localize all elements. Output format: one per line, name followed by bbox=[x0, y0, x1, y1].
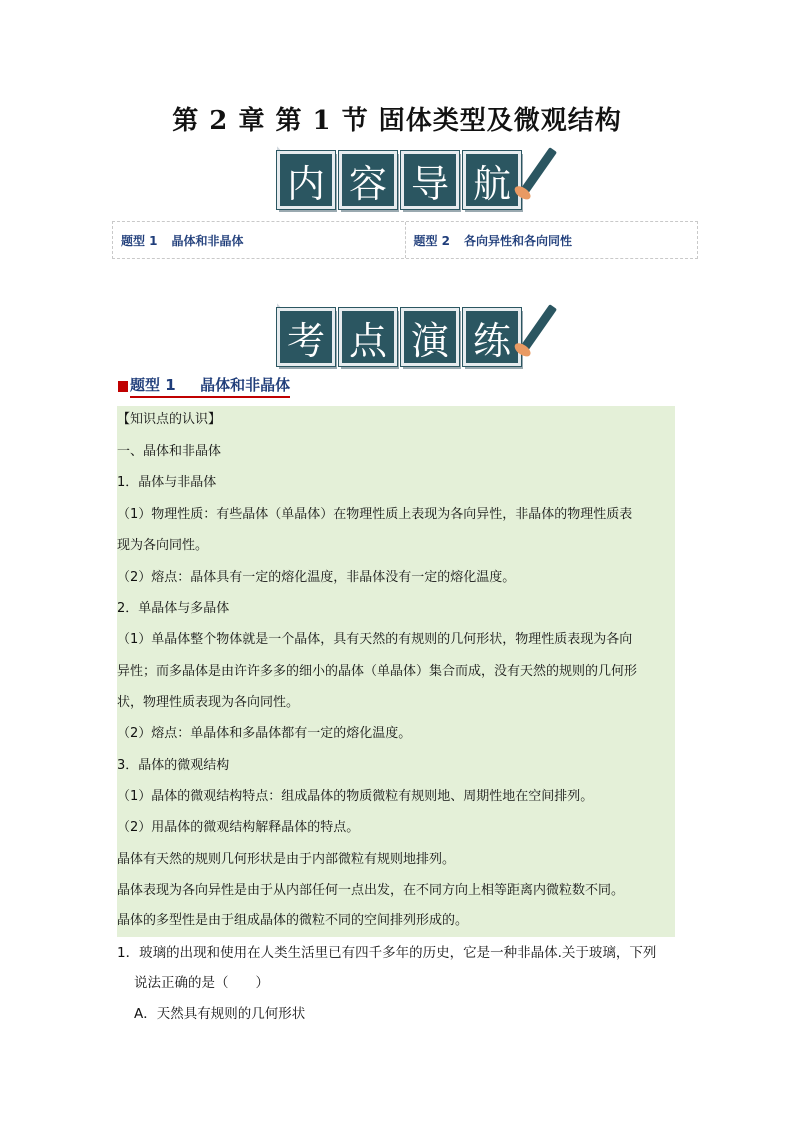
section-label: 晶体和非晶体 bbox=[200, 376, 291, 394]
knowledge-box bbox=[117, 406, 675, 937]
banner-tile: 容 bbox=[339, 151, 397, 209]
knowledge-line: 2．单晶体与多晶体 bbox=[117, 601, 230, 616]
banner-tile: 演 bbox=[401, 308, 459, 366]
section-heading bbox=[118, 374, 290, 398]
nav-item-label: 晶体和非晶体 bbox=[171, 233, 244, 248]
question-stem: 1．玻璃的出现和使用在人类生活里已有四千多年的历史，它是一种非晶体.关于玻璃，下列 bbox=[117, 945, 657, 961]
nav-item-1[interactable] bbox=[113, 222, 405, 258]
knowledge-line: （1）物理性质：有些晶体（单晶体）在物理性质上表现为各向异性，非晶体的物理性质表 bbox=[117, 507, 633, 522]
knowledge-line: （1）单晶体整个物体就是一个晶体，具有天然的有规则的几何形状，物理性质表现为各向 bbox=[117, 632, 633, 647]
knowledge-line: （2）用晶体的微观结构解释晶体的特点。 bbox=[117, 820, 360, 835]
knowledge-line: 异性；而多晶体是由许许多多的细小的晶体（单晶体）集合而成，没有天然的规则的几何形 bbox=[117, 664, 638, 679]
pencil-icon bbox=[520, 304, 557, 352]
knowledge-line: 晶体有天然的规则几何形状是由于内部微粒有规则地排列。 bbox=[117, 852, 456, 867]
section-number: 题型 1 bbox=[130, 376, 176, 394]
nav-table bbox=[112, 221, 698, 259]
banner-content-navigation bbox=[0, 151, 794, 209]
banner-tile: 内 bbox=[277, 151, 335, 209]
banner-tile: 点 bbox=[339, 308, 397, 366]
knowledge-line: 晶体的多型性是由于组成晶体的微粒不同的空间排列形成的。 bbox=[117, 913, 469, 928]
banner-tile: 练 bbox=[463, 308, 521, 366]
knowledge-line: 【知识点的认识】 bbox=[117, 412, 222, 427]
banner-tile: 航 bbox=[463, 151, 521, 209]
question-stem-continued: 说法正确的是（ ） bbox=[134, 975, 269, 991]
nav-item-number: 题型 1 bbox=[121, 233, 158, 248]
option-a[interactable]: A．天然具有规则的几何形状 bbox=[134, 1006, 306, 1022]
knowledge-line: 3．晶体的微观结构 bbox=[117, 758, 230, 773]
banner-tile: 考 bbox=[277, 308, 335, 366]
banner-tile: 导 bbox=[401, 151, 459, 209]
nav-item-2[interactable] bbox=[405, 222, 698, 258]
banner-exam-practice bbox=[0, 308, 794, 366]
knowledge-line: 1．晶体与非晶体 bbox=[117, 475, 217, 490]
pencil-icon bbox=[520, 147, 557, 195]
red-square-marker bbox=[118, 381, 128, 392]
nav-item-label: 各向异性和各向同性 bbox=[464, 233, 573, 248]
knowledge-line: （1）晶体的微观结构特点：组成晶体的物质微粒有规则地、周期性地在空间排列。 bbox=[117, 789, 594, 804]
knowledge-line: 一、晶体和非晶体 bbox=[117, 444, 222, 459]
page-title: 第 2 章 第 1 节 固体类型及微观结构 bbox=[172, 106, 622, 136]
knowledge-line: 晶体表现为各向异性是由于从内部任何一点出发，在不同方向上相等距离内微粒数不同。 bbox=[117, 883, 625, 898]
knowledge-line: 现为各向同性。 bbox=[117, 538, 209, 553]
nav-item-number: 题型 2 bbox=[413, 233, 451, 248]
knowledge-line: 状，物理性质表现为各向同性。 bbox=[117, 695, 300, 710]
knowledge-line: （2）熔点：单晶体和多晶体都有一定的熔化温度。 bbox=[117, 726, 412, 741]
knowledge-line: （2）熔点：晶体具有一定的熔化温度，非晶体没有一定的熔化温度。 bbox=[117, 570, 516, 585]
